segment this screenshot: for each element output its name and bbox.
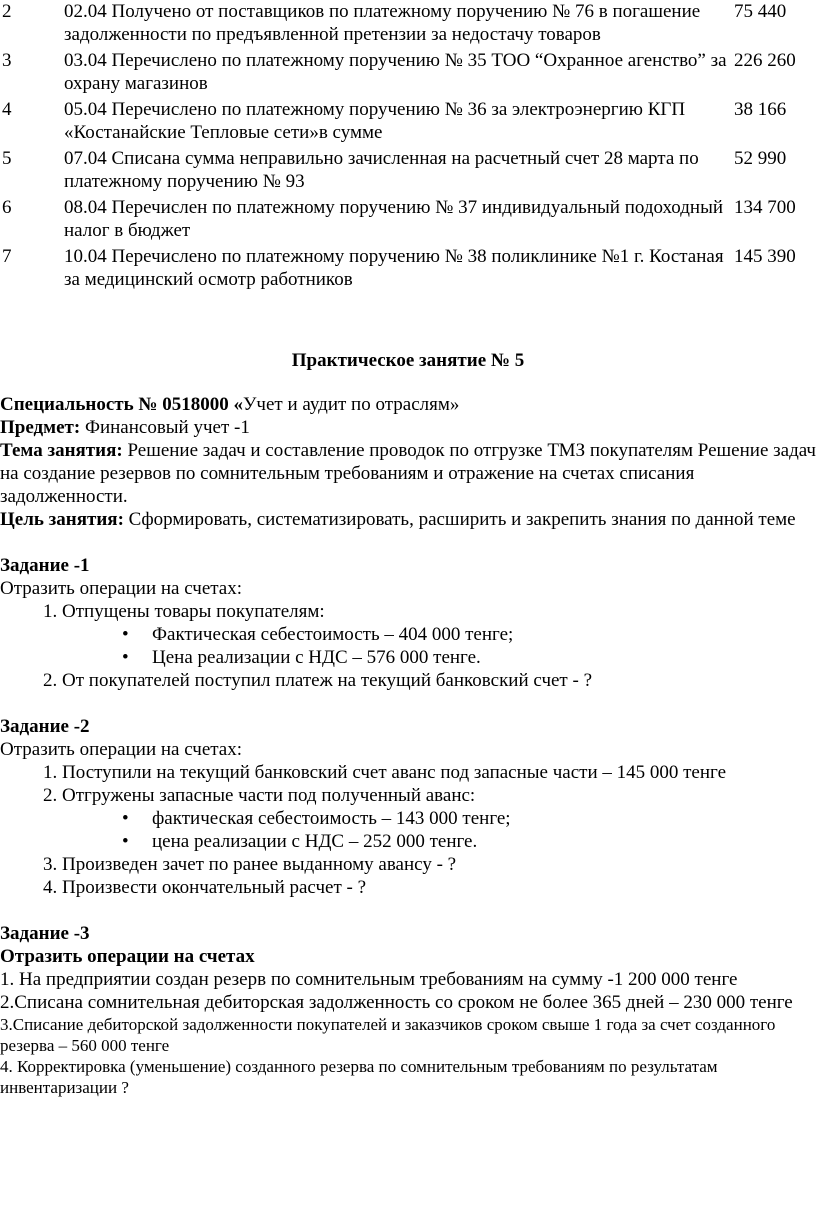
task-2-heading: Задание -2 bbox=[0, 716, 90, 737]
row-amount: 226 260 bbox=[734, 50, 796, 71]
row-number: 7 bbox=[2, 246, 12, 267]
task-2-intro: Отразить операции на счетах: bbox=[0, 739, 243, 760]
row-amount: 52 990 bbox=[734, 148, 787, 169]
task-3-heading: Задание -3 bbox=[0, 923, 90, 944]
subject-line: Предмет: Финансовый учет -1 bbox=[0, 417, 250, 438]
task-1-bullets bbox=[62, 623, 816, 669]
row-description: 03.04 Перечислено по платежному поручению № 35 ТОО “Охранное агенство” за охрану магазинов bbox=[64, 50, 727, 94]
row-description: 10.04 Перечислено по платежному поручению № 38 поликлинике №1 г. Костаная за медицинский осмотр работников bbox=[64, 246, 724, 290]
topic-line: Тема занятия: Решение задач и составление проводок по отгрузке ТМЗ покупателям Решение задач на создание резервов по сомнительным требованиям и отражение на счетах списания задолженности. bbox=[0, 440, 816, 507]
task-1-list bbox=[0, 600, 816, 692]
row-number: 4 bbox=[2, 99, 12, 120]
row-amount: 75 440 bbox=[734, 1, 787, 22]
task-2-list bbox=[0, 761, 816, 899]
task-3-line-1: 1. На предприятии создан резерв по сомнительным требованиям на сумму -1 200 000 тенге bbox=[0, 969, 738, 990]
bullet-item: • Фактическая себестоимость – 404 000 тенге; bbox=[152, 623, 816, 646]
task-1-heading: Задание -1 bbox=[0, 555, 90, 576]
row-amount: 145 390 bbox=[734, 246, 796, 267]
row-description: 07.04 Списана сумма неправильно зачисленная на расчетный счет 28 марта по платежному поручению № 93 bbox=[64, 148, 699, 192]
specialty-line: Специальность № 0518000 «Учет и аудит по отраслям» bbox=[0, 394, 460, 415]
row-number: 3 bbox=[2, 50, 12, 71]
table-row bbox=[2, 0, 810, 49]
table-row bbox=[2, 49, 810, 98]
goal-line: Цель занятия: Сформировать, систематизировать, расширить и закрепить знания по данной теме bbox=[0, 509, 796, 530]
list-item: 2. От покупателей поступил платеж на текущий банковский счет - ? bbox=[62, 669, 816, 692]
task-1-intro: Отразить операции на счетах: bbox=[0, 578, 243, 599]
page-title: Практическое занятие № 5 bbox=[291, 350, 525, 371]
task-3 bbox=[0, 922, 816, 1098]
bullet-item: • Цена реализации с НДС – 576 000 тенге. bbox=[152, 646, 816, 669]
task-2-bullets bbox=[62, 807, 816, 853]
row-number: 6 bbox=[2, 197, 12, 218]
row-number: 2 bbox=[2, 1, 12, 22]
table-row bbox=[2, 98, 810, 147]
table-row bbox=[2, 196, 810, 245]
row-amount: 38 166 bbox=[734, 99, 787, 120]
list-item: 4. Произвести окончательный расчет - ? bbox=[62, 876, 816, 899]
row-number: 5 bbox=[2, 148, 12, 169]
list-item: 1. Поступили на текущий банковский счет аванс под запасные части – 145 000 тенге bbox=[62, 761, 816, 784]
bullet-item: • цена реализации с НДС – 252 000 тенге. bbox=[152, 830, 816, 853]
table-row bbox=[2, 147, 810, 196]
table-row bbox=[2, 245, 810, 294]
list-item: 3. Произведен зачет по ранее выданному авансу - ? bbox=[62, 853, 816, 876]
lesson-meta bbox=[0, 393, 816, 531]
row-amount: 134 700 bbox=[734, 197, 796, 218]
task-3-line-3: 3.Списание дебиторской задолженности покупателей и заказчиков сроком свыше 1 года за счет созданного резерва – 560 000 тенге bbox=[0, 1015, 776, 1055]
row-description: 05.04 Перечислено по платежному поручению № 36 за электроэнергию КГП «Костанайские Тепловые сети»в сумме bbox=[64, 99, 686, 143]
row-description: 02.04 Получено от поставщиков по платежному поручению № 76 в погашение задолженности по предъявленной претензии за недостачу товаров bbox=[64, 1, 701, 45]
task-1 bbox=[0, 554, 816, 692]
task-2 bbox=[0, 715, 816, 899]
task-3-subheading: Отразить операции на счетах bbox=[0, 946, 255, 967]
task-3-line-2: 2.Списана сомнительная дебиторская задолженность со сроком не более 365 дней – 230 000 тенге bbox=[0, 992, 793, 1013]
list-item: 1. Отпущены товары покупателям: • Фактическая себестоимость – 404 000 тенге; • Цена реализации с НДС – 576 000 тенге. bbox=[62, 600, 816, 669]
list-item: 2. Отгружены запасные части под полученный аванс: • фактическая себестоимость – 143 000 тенге; • цена реализации с НДС – 252 000 тенге. bbox=[62, 784, 816, 853]
task-3-line-4: 4. Корректировка (уменьшение) созданного резерва по сомнительным требованиям по результатам инвентаризации ? bbox=[0, 1057, 718, 1097]
row-description: 08.04 Перечислен по платежному поручению № 37 индивидуальный подоходный налог в бюджет bbox=[64, 197, 724, 241]
operations-table bbox=[2, 0, 810, 294]
bullet-item: • фактическая себестоимость – 143 000 тенге; bbox=[152, 807, 816, 830]
